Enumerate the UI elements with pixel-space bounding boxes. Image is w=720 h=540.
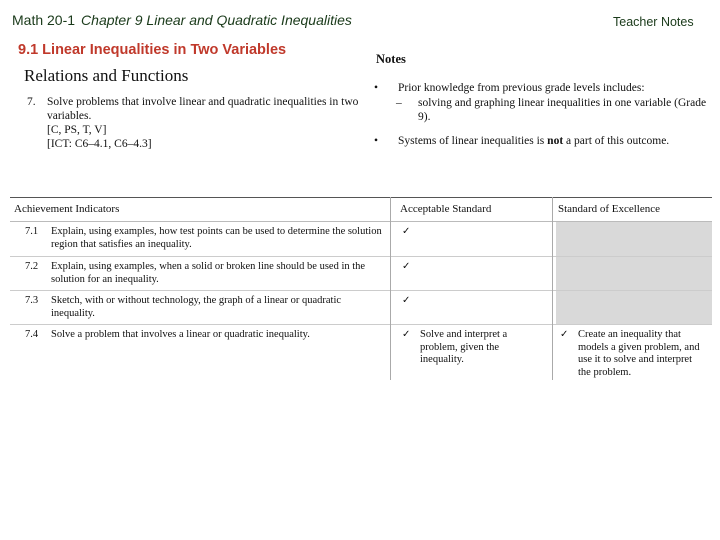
row-text: Solve a problem that involves a linear or quadratic inequality. xyxy=(51,329,310,340)
row-text: Explain, using examples, how test points can be used to determine the solution region that satisfies an inequality. xyxy=(51,226,382,250)
notes-title: Notes xyxy=(376,52,406,66)
note-subitem xyxy=(374,96,709,124)
note-subtext: solving and graphing linear inequalities in one variable (Grade 9). xyxy=(418,97,707,123)
table-row xyxy=(10,257,712,291)
acceptable-text: Solve and interpret a problem, given the inequality. xyxy=(420,329,508,365)
section-title: 9.1 Linear Inequalities in Two Variables xyxy=(18,42,287,58)
excellence-text: Create an inequality that models a given problem, and use it to solve and interpret the problem. xyxy=(578,329,700,378)
table-row xyxy=(10,291,712,325)
chapter-title: Chapter 9 Linear and Quadratic Inequalities xyxy=(81,12,352,28)
column-divider xyxy=(552,197,553,380)
outcome-block xyxy=(27,95,367,151)
row-text: Explain, using examples, when a solid or broken line should be used in the solution for an inequality. xyxy=(51,261,366,285)
excellence-cell xyxy=(556,257,712,290)
row-number: 7.3 xyxy=(25,295,39,306)
strand-title: Relations and Functions xyxy=(24,66,189,85)
outcome-codes: [C, PS, T, V] xyxy=(47,124,107,136)
bullet-icon: • xyxy=(374,135,379,147)
row-number: 7.1 xyxy=(25,226,39,237)
table-row xyxy=(10,325,712,383)
header-acceptable: Acceptable Standard xyxy=(400,203,492,215)
row-number: 7.4 xyxy=(25,329,39,340)
note-text-b: a part of this outcome. xyxy=(563,135,670,147)
excellence-cell xyxy=(560,329,710,378)
excellence-cell xyxy=(556,291,712,324)
achievement-table xyxy=(10,197,712,383)
check-icon: ✓ xyxy=(402,329,411,340)
check-icon: ✓ xyxy=(402,261,411,272)
bullet-icon: • xyxy=(374,82,379,94)
column-divider xyxy=(390,197,391,380)
notes-list xyxy=(374,81,709,158)
check-icon: ✓ xyxy=(402,295,411,306)
outcome-number: 7. xyxy=(27,96,36,108)
outcome-text: Solve problems that involve linear and quadratic inequalities in two variables. xyxy=(47,96,359,122)
table-row xyxy=(10,222,712,257)
header-excellence: Standard of Excellence xyxy=(558,203,661,215)
note-item xyxy=(374,81,709,124)
header-indicators: Achievement Indicators xyxy=(14,203,120,215)
note-item xyxy=(374,134,709,148)
teacher-notes-label: Teacher Notes xyxy=(613,15,694,29)
note-text-a: Systems of linear inequalities is xyxy=(398,135,548,147)
dash-icon: – xyxy=(396,97,402,109)
note-text: Prior knowledge from previous grade levels includes: xyxy=(398,82,645,94)
page-header xyxy=(12,12,352,28)
outcome-ict: [ICT: C6–4.1, C6–4.3] xyxy=(47,138,152,150)
row-text: Sketch, with or without technology, the graph of a linear or quadratic inequality. xyxy=(51,295,342,319)
course-title: Math 20-1 xyxy=(12,12,76,28)
check-icon: ✓ xyxy=(402,226,411,237)
row-number: 7.2 xyxy=(25,261,39,272)
excellence-cell xyxy=(556,222,712,256)
check-icon: ✓ xyxy=(560,329,569,340)
acceptable-cell xyxy=(402,329,522,365)
note-emphasis: not xyxy=(547,135,564,147)
table-header xyxy=(10,197,712,222)
